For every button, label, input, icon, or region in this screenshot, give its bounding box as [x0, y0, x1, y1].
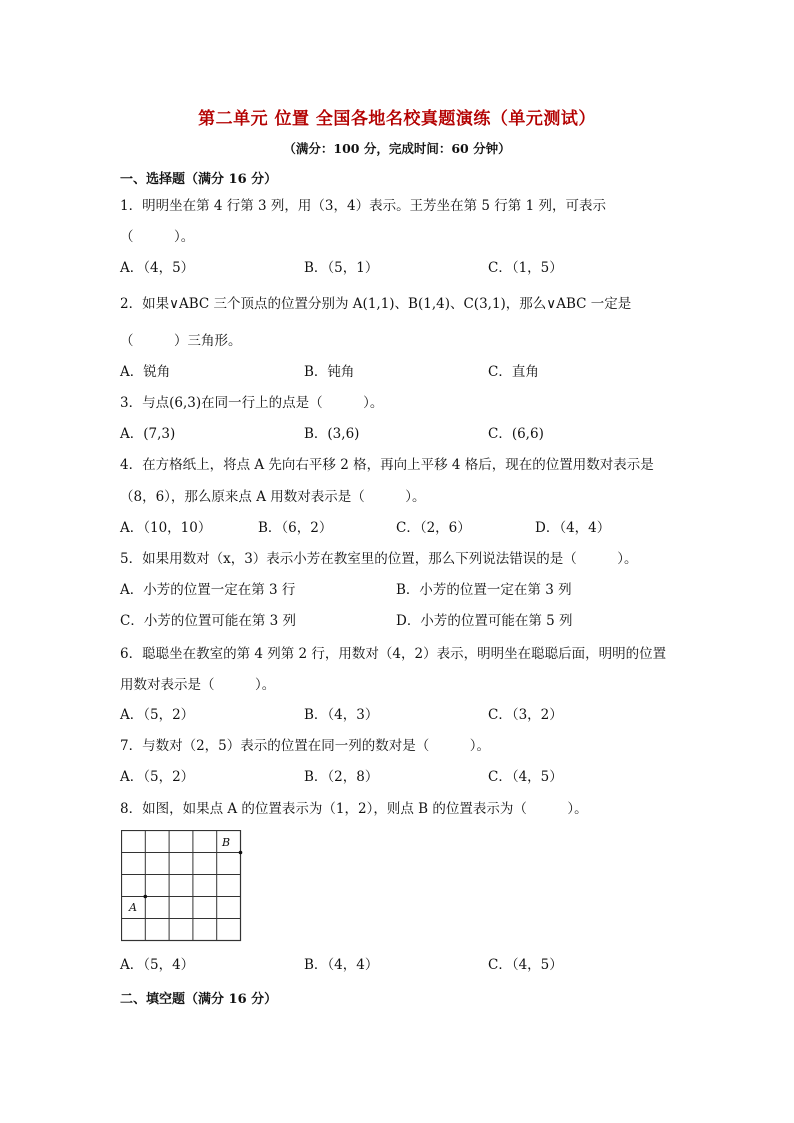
question-2-option-c[interactable]: C．直角: [488, 364, 539, 380]
section-heading-choice: 一、选择题（满分 16 分）: [120, 172, 278, 187]
question-8-option-a[interactable]: A．（5，4）: [120, 957, 195, 973]
question-4-option-c[interactable]: C．（2，6）: [396, 520, 471, 536]
question-1-text: 1．明明坐在第 4 行第 3 列，用（3，4）表示。王芳坐在第 5 行第 1 列，可表示: [120, 198, 606, 214]
question-5-text: 5．如果用数对（x，3）表示小芳在教室里的位置，那么下列说法错误的是（ ）。: [120, 551, 638, 567]
question-5-option-b[interactable]: B．小芳的位置一定在第 3 列: [396, 582, 572, 598]
question-1-option-a[interactable]: A．（4，5）: [120, 260, 195, 276]
question-2-text-cont: （ ）三角形。: [120, 333, 242, 349]
question-1-option-b[interactable]: B．（5，1）: [304, 260, 379, 276]
question-3-option-c[interactable]: C．(6,6): [488, 426, 544, 442]
point-b-label: B: [222, 836, 231, 849]
question-2-option-b[interactable]: B．钝角: [304, 364, 355, 380]
question-1-text-cont: （ ）。: [120, 229, 195, 245]
question-4-option-b[interactable]: B．（6，2）: [258, 520, 333, 536]
question-7-option-b[interactable]: B．（2，8）: [304, 769, 379, 785]
question-7-text: 7．与数对（2，5）表示的位置在同一列的数对是（ ）。: [120, 738, 491, 754]
question-1-option-c[interactable]: C．（1，5）: [488, 260, 563, 276]
coordinate-grid-figure: [121, 830, 243, 944]
question-6-option-c[interactable]: C．（3，2）: [488, 707, 563, 723]
question-6-option-b[interactable]: B．（4，3）: [304, 707, 379, 723]
question-4-text-cont: （8，6），那么原来点 A 用数对表示是（ ）。: [120, 489, 426, 505]
point-a-dot: [144, 895, 148, 899]
question-5-option-a[interactable]: A．小芳的位置一定在第 3 行: [120, 582, 296, 598]
question-4-text: 4．在方格纸上，将点 A 先向右平移 2 格，再向上平移 4 格后，现在的位置用数对表示是: [120, 457, 654, 473]
section-heading-fill: 二、填空题（满分 16 分）: [120, 992, 278, 1007]
question-4-option-a[interactable]: A．（10，10）: [120, 520, 212, 536]
point-b-dot: [239, 851, 243, 855]
question-7-option-a[interactable]: A．（5，2）: [120, 769, 195, 785]
point-a-label: A: [129, 901, 137, 914]
question-5-option-c[interactable]: C．小芳的位置可能在第 3 列: [120, 613, 297, 629]
question-8-option-b[interactable]: B．（4，4）: [304, 957, 379, 973]
question-6-text: 6．聪聪坐在教室的第 4 列第 2 行，用数对（4，2）表示，明明坐在聪聪后面，明明的位置: [120, 646, 667, 662]
question-2-text: 2．如果∨ABC 三个顶点的位置分别为 A(1,1)、B(1,4)、C(3,1)，那么∨ABC 一定是: [120, 296, 632, 312]
question-3-option-b[interactable]: B．(3,6): [304, 426, 360, 442]
question-5-option-d[interactable]: D．小芳的位置可能在第 5 列: [396, 613, 573, 629]
question-4-option-d[interactable]: D．（4，4）: [535, 520, 611, 536]
page-title: 第二单元 位置 全国各地名校真题演练（单元测试）: [198, 109, 596, 129]
page-subtitle: （满分：100 分，完成时间：60 分钟）: [283, 141, 511, 156]
question-8-option-c[interactable]: C．（4，5）: [488, 957, 563, 973]
question-3-text: 3．与点(6,3)在同一行上的点是（ ）。: [120, 395, 384, 411]
question-7-option-c[interactable]: C．（4，5）: [488, 769, 563, 785]
question-6-option-a[interactable]: A．（5，2）: [120, 707, 195, 723]
question-2-option-a[interactable]: A．锐角: [120, 364, 171, 380]
question-3-option-a[interactable]: A．(7,3): [120, 426, 176, 442]
question-6-text-cont: 用数对表示是（ ）。: [120, 677, 276, 693]
question-8-text: 8．如图，如果点 A 的位置表示为（1，2），则点 B 的位置表示为（ ）。: [120, 801, 588, 817]
